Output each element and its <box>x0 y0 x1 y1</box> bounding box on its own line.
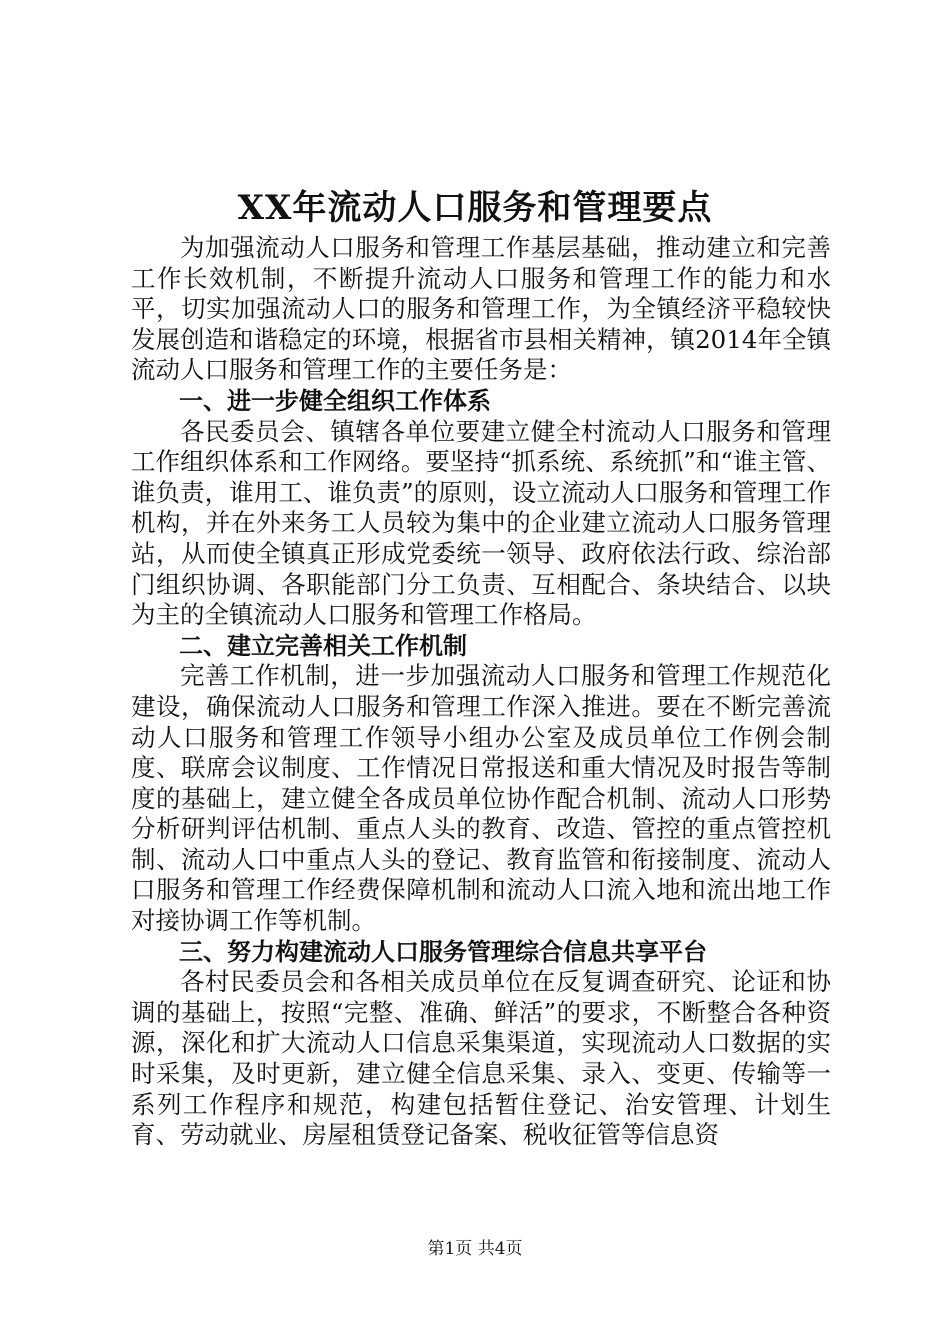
section-heading-3: 三、努力构建流动人口服务管理综合信息共享平台 <box>179 937 707 966</box>
intro-paragraph: 为加强流动人口服务和管理工作基层基础，推动建立和完善工作长效机制，不断提升流动人口服务和管理工作的能力和水平，切实加强流动人口的服务和管理工作，为全镇经济平稳较快发展创造和谐稳定的环境，根据省市县相关精神，镇2014年全镇流动人口服务和管理工作的主要任务是： <box>131 233 831 385</box>
section-heading-1: 一、进一步健全组织工作体系 <box>179 386 491 415</box>
page-footer: 第1页 共4页 <box>427 1239 523 1259</box>
document-body <box>131 233 831 1151</box>
section-paragraph-2: 完善工作机制，进一步加强流动人口服务和管理工作规范化建设，确保流动人口服务和管理工作深入推进。要在不断完善流动人口服务和管理工作领导小组办公室及成员单位工作例会制度、联席会议制度、工作情况日常报送和重大情况及时报告等制度的基础上，建立健全各成员单位协作配合机制、流动人口形势分析研判评估机制、重点人头的教育、改造、管控的重点管控机制、流动人口中重点人头的登记、教育监管和衔接制度、流动人口服务和管理工作经费保障机制和流动人口流入地和流出地工作对接协调工作等机制。 <box>131 661 831 936</box>
section-paragraph-3: 各村民委员会和各相关成员单位在反复调查研究、论证和协调的基础上，按照“完整、准确、鲜活”的要求，不断整合各种资源，深化和扩大流动人口信息采集渠道，实现流动人口数据的实时采集，及时更新，建立健全信息采集、录入、变更、传输等一系列工作程序和规范，构建包括暂住登记、治安管理、计划生育、劳动就业、房屋租赁登记备案、税收征管等信息资 <box>131 967 831 1150</box>
section-heading-2: 二、建立完善相关工作机制 <box>179 631 467 660</box>
section-paragraph-1: 各民委员会、镇辖各单位要建立健全村流动人口服务和管理工作组织体系和工作网络。要坚持“抓系统、系统抓”和“谁主管、谁负责，谁用工、谁负责”的原则，设立流动人口服务和管理工作机构，并在外来务工人员较为集中的企业建立流动人口服务管理站，从而使全镇真正形成党委统一领导、政府依法行政、综治部门组织协调、各职能部门分工负责、互相配合、条块结合、以块为主的全镇流动人口服务和管理工作格局。 <box>131 416 831 630</box>
document-title: XX年流动人口服务和管理要点 <box>237 188 713 228</box>
